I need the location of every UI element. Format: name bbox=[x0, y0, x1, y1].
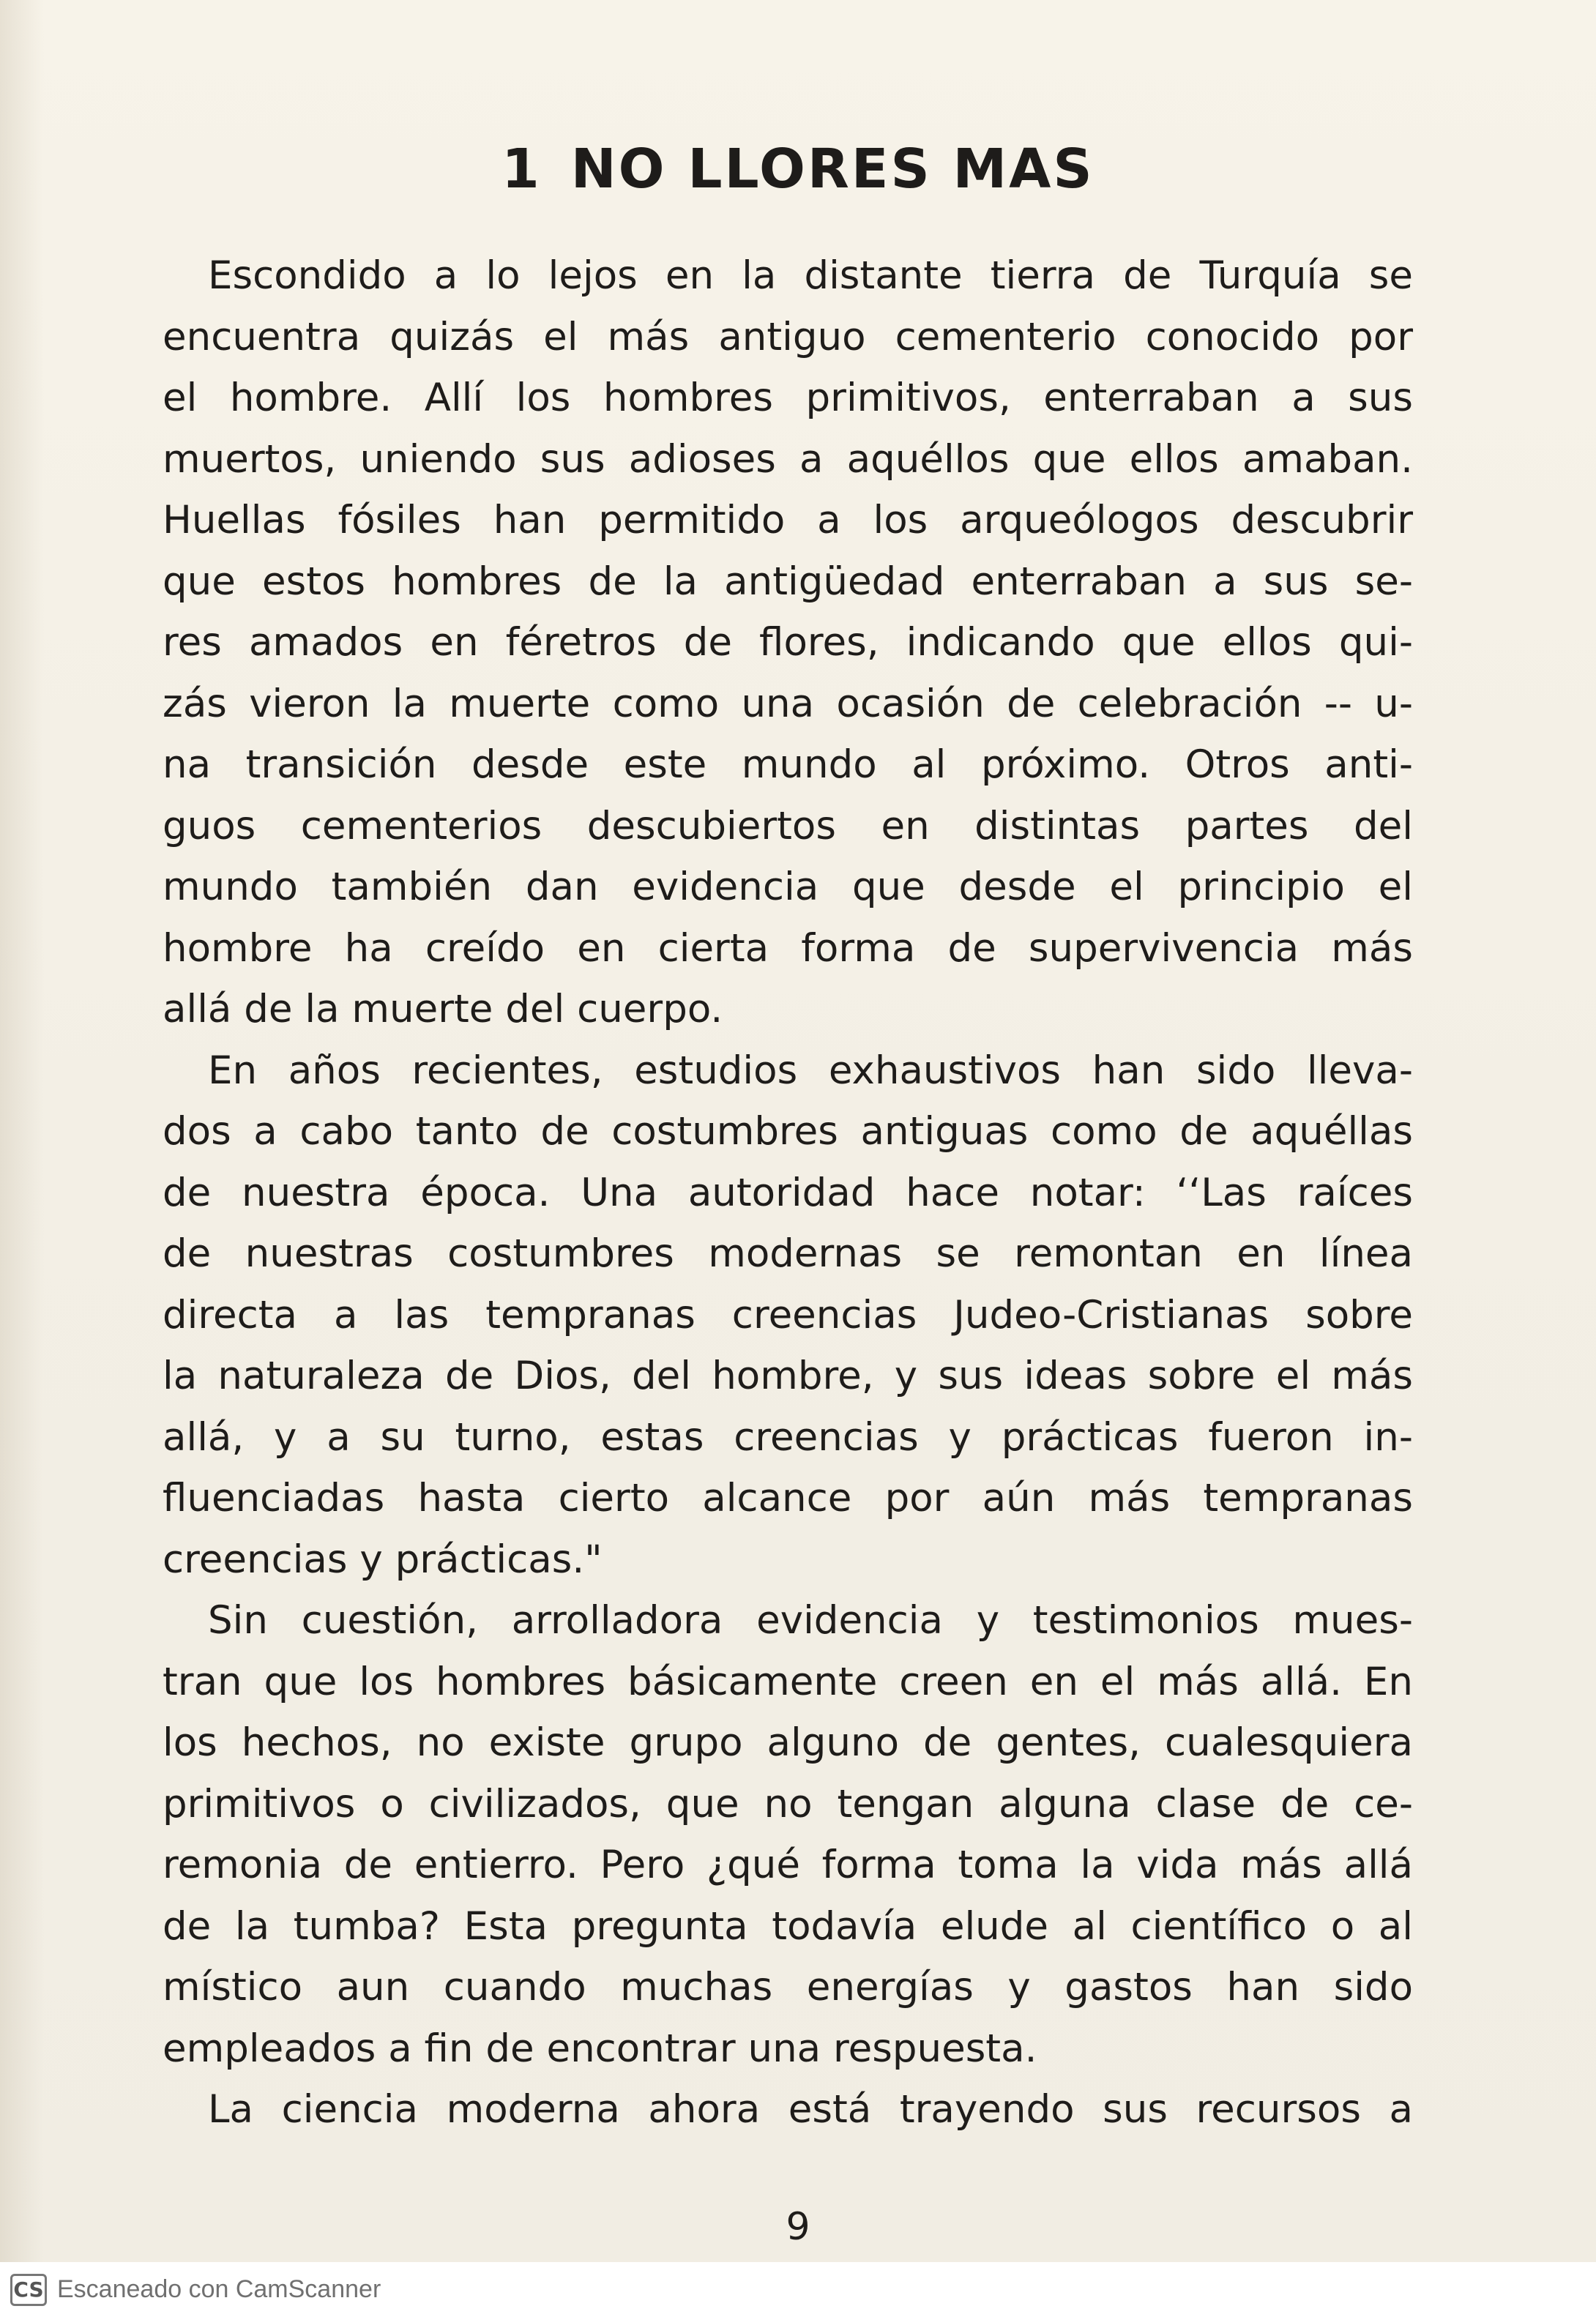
text-line: mundo también dan evidencia que desde el principio el bbox=[163, 865, 1413, 909]
text-line: empleados a fin de encontrar una respuesta. bbox=[163, 2026, 1037, 2071]
chapter-number: 1 bbox=[501, 138, 542, 201]
text-line: na transición desde este mundo al próximo. Otros anti- bbox=[163, 742, 1413, 787]
text-line: directa a las tempranas creencias Judeo-Cristianas sobre bbox=[163, 1292, 1413, 1337]
page-gutter-shadow bbox=[0, 0, 44, 2262]
text-line: tran que los hombres básicamente creen en el más allá. En bbox=[163, 1659, 1413, 1704]
text-line: los hechos, no existe grupo alguno de gentes, cualesquiera bbox=[163, 1720, 1413, 1765]
text-line: místico aun cuando muchas energías y gastos han sido bbox=[163, 1965, 1413, 2010]
text-line: que estos hombres de la antigüedad enterraban a sus se- bbox=[163, 559, 1413, 604]
text-line: guos cementerios descubiertos en distintas partes del bbox=[163, 803, 1413, 848]
chapter-title bbox=[0, 138, 1596, 201]
text-line: allá de la muerte del cuerpo. bbox=[163, 987, 723, 1031]
text-line: la naturaleza de Dios, del hombre, y sus ideas sobre el más bbox=[163, 1354, 1413, 1398]
scanner-watermark-text: Escaneado con CamScanner bbox=[57, 2275, 381, 2303]
text-line: dos a cabo tanto de costumbres antiguas como de aquéllas bbox=[163, 1109, 1413, 1154]
text-line: La ciencia moderna ahora está trayendo sus recursos a bbox=[208, 2087, 1413, 2132]
text-line: creencias y prácticas." bbox=[163, 1537, 603, 1582]
text-line: primitivos o civilizados, que no tengan alguna clase de ce- bbox=[163, 1781, 1413, 1827]
text-line: zás vieron la muerte como una ocasión de celebración -- u- bbox=[163, 681, 1413, 726]
text-line: de nuestra época. Una autoridad hace notar: ‘‘Las raíces bbox=[163, 1170, 1413, 1215]
text-line: muertos, uniendo sus adioses a aquéllos que ellos amaban. bbox=[163, 436, 1413, 482]
scanner-footer bbox=[0, 2262, 1596, 2317]
camscanner-logo-icon: CS bbox=[10, 2274, 47, 2306]
text-line: En años recientes, estudios exhaustivos han sido lleva- bbox=[208, 1048, 1413, 1093]
body-text bbox=[163, 245, 1413, 2141]
text-line: allá, y a su turno, estas creencias y prácticas fueron in- bbox=[163, 1414, 1413, 1460]
text-line: de nuestras costumbres modernas se remontan en línea bbox=[163, 1231, 1413, 1276]
text-line: Escondido a lo lejos en la distante tierra de Turquía se bbox=[208, 253, 1413, 298]
page-number: 9 bbox=[786, 2205, 810, 2249]
text-line: remonia de entierro. Pero ¿qué forma toma la vida más allá bbox=[163, 1843, 1413, 1887]
text-line: Sin cuestión, arrolladora evidencia y testimonios mues- bbox=[208, 1598, 1413, 1643]
text-line: fluenciadas hasta cierto alcance por aún más tempranas bbox=[163, 1476, 1413, 1521]
text-line: res amados en féretros de flores, indicando que ellos qui- bbox=[163, 620, 1413, 665]
text-line: Huellas fósiles han permitido a los arqueólogos descubrir bbox=[163, 498, 1413, 542]
text-line: de la tumba? Esta pregunta todavía elude al científico o al bbox=[163, 1903, 1413, 1949]
chapter-heading: NO LLORES MAS bbox=[570, 138, 1095, 201]
text-line: encuentra quizás el más antiguo cementerio conocido por bbox=[163, 314, 1413, 359]
text-line: hombre ha creído en cierta forma de supervivencia más bbox=[163, 925, 1413, 971]
text-line: el hombre. Allí los hombres primitivos, enterraban a sus bbox=[163, 376, 1413, 420]
